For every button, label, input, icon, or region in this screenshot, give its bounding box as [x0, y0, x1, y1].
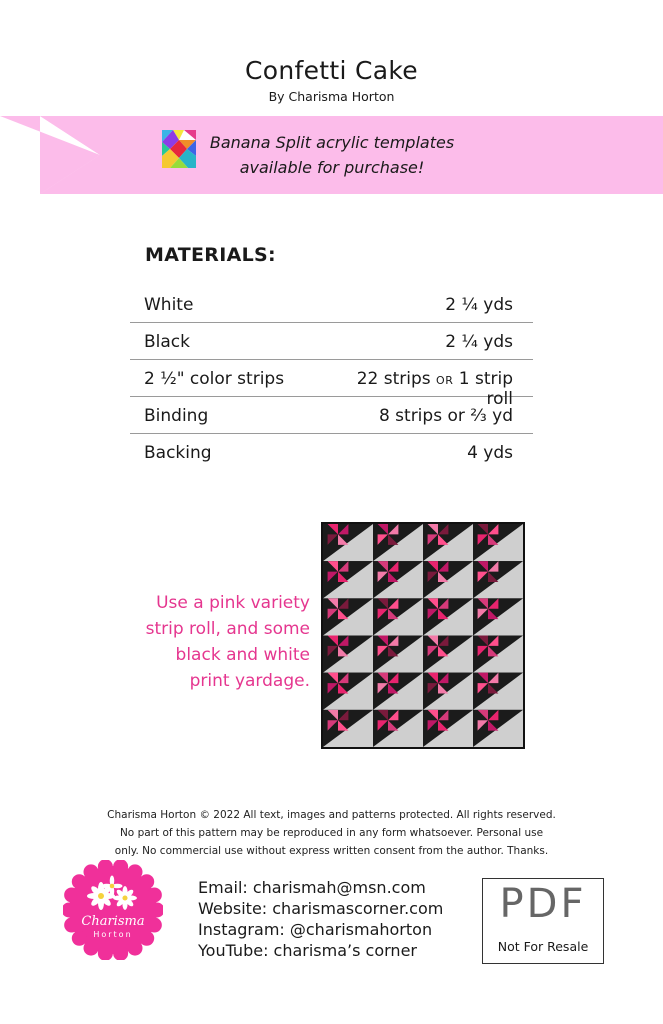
banner-line-1: Banana Split acrylic templates	[209, 133, 455, 152]
material-name: Backing	[144, 443, 212, 463]
pdf-label: PDF	[499, 881, 587, 927]
caption-line: Use a pink variety	[156, 593, 310, 613]
logo-name: Charisma	[81, 914, 145, 929]
material-name: Binding	[144, 406, 209, 426]
copyright-line: No part of this pattern may be reproduced in any form whatsoever. Personal use	[119, 827, 544, 839]
designer-byline: By Charisma Horton	[268, 89, 395, 104]
materials-row	[130, 323, 533, 360]
quilt-image	[321, 522, 525, 749]
caption-line: black and white	[175, 645, 310, 665]
logo-surname: Horton	[93, 930, 133, 939]
contact-email: Email: charismah@msn.com	[198, 878, 426, 897]
pattern-title: Confetti Cake	[245, 56, 418, 85]
copyright-line: Charisma Horton © 2022 All text, images and patterns protected. All rights reserved.	[107, 809, 556, 821]
contact-instagram: Instagram: @charismahorton	[198, 920, 433, 939]
material-quantity: 2 ¼ yds	[445, 332, 513, 352]
materials-row	[130, 434, 533, 470]
pdf-not-for-resale-badge	[482, 878, 604, 964]
quantity-part-b: 1 strip roll	[453, 369, 513, 409]
material-quantity: 2 ¼ yds	[445, 295, 513, 315]
banana-split-template-icon	[162, 130, 196, 172]
materials-row	[130, 360, 533, 409]
material-quantity: 4 yds	[467, 443, 513, 463]
banner-message	[200, 130, 464, 180]
contact-info	[198, 877, 443, 961]
copyright-line: only. No commercial use without express written consent from the author. Thanks.	[114, 845, 549, 857]
materials-heading: MATERIALS:	[145, 244, 276, 266]
materials-row	[130, 397, 533, 434]
material-quantity: 8 strips or ⅔ yd	[378, 406, 513, 426]
fabric-suggestion	[120, 590, 310, 694]
materials-table	[130, 286, 533, 470]
materials-row	[130, 286, 533, 323]
material-name: Black	[144, 332, 190, 352]
copyright-notice	[80, 806, 583, 860]
not-for-resale-label: Not For Resale	[497, 939, 589, 954]
quantity-or: OR	[436, 374, 454, 387]
contact-website: Website: charismascorner.com	[198, 899, 444, 918]
caption-line: print yardage.	[189, 671, 310, 691]
banner-line-2: available for purchase!	[239, 158, 425, 177]
charisma-horton-logo	[63, 860, 163, 960]
material-name: 2 ½" color strips	[144, 369, 285, 389]
material-name: White	[144, 295, 194, 315]
contact-youtube: YouTube: charisma’s corner	[198, 941, 417, 960]
quantity-part-a: 22 strips	[356, 369, 437, 389]
caption-line: strip roll, and some	[145, 619, 310, 639]
